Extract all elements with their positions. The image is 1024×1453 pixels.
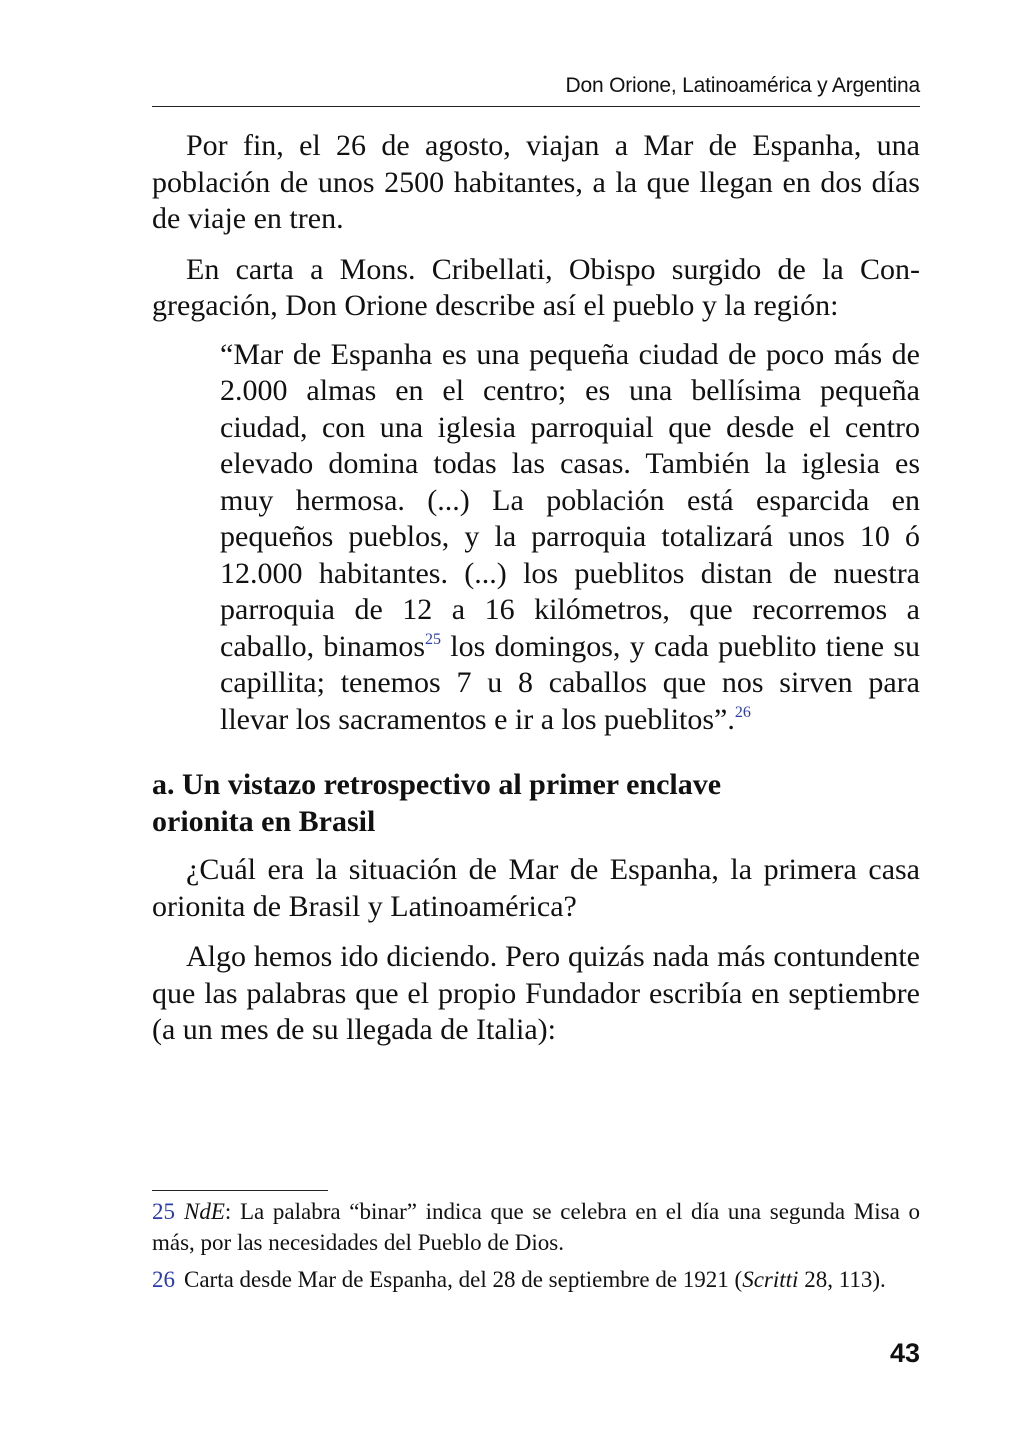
- footnote-italic-title: Scritti: [742, 1267, 799, 1292]
- footnote-label: NdE: [184, 1199, 225, 1224]
- footnote-number: 26: [152, 1267, 175, 1292]
- paragraph-1: Por fin, el 26 de agosto, viajan a Mar de Espanha, una población de unos 2500 habitantes, a la que llegan en dos días de viaje en tren.: [152, 129, 920, 235]
- footnote-ref-26[interactable]: 26: [734, 703, 751, 721]
- footnote-25: [152, 1196, 920, 1258]
- block-quote: [220, 337, 920, 739]
- page-number: 43: [889, 1338, 920, 1368]
- running-header: Don Orione, Latinoamérica y Argentina: [565, 74, 920, 97]
- footnote-rule: [152, 1190, 328, 1191]
- footnote-number: 25: [152, 1199, 175, 1224]
- footnotes: [152, 1196, 920, 1301]
- paragraph-2: En carta a Mons. Cribellati, Obispo surgido de la Congregación, Don Orione describe así el pueblo y la región:: [152, 252, 920, 322]
- quote-text-part-2: los domingos, y cada pueblito tiene su capillita; tenemos 7 u 8 caballos que nos sirven para llevar los sacramentos e ir a los pueblitos”.: [220, 629, 920, 736]
- section-heading-line-2: orionita en Brasil: [152, 805, 376, 838]
- footnote-text: : La palabra “binar” indica que se celebra en el día una segunda Misa o más, por las necesidades del Pueblo de Dios.: [152, 1199, 920, 1255]
- footnote-text-after: 28, 113).: [798, 1267, 886, 1292]
- footnote-26: [152, 1264, 920, 1295]
- footnote-text-before: Carta desde Mar de Espanha, del 28 de septiembre de 1921 (: [184, 1267, 743, 1292]
- header-rule: [152, 106, 920, 107]
- section-heading: [152, 766, 920, 840]
- footnote-ref-25[interactable]: 25: [425, 630, 442, 648]
- main-text: [152, 128, 920, 1049]
- paragraph-3: ¿Cuál era la situación de Mar de Espanha, la primera casa orionita de Brasil y Latinoamérica?: [152, 853, 920, 923]
- quote-text-part-1: “Mar de Espanha es una pequeña ciudad de poco más de 2.000 almas en el centro; es una bellísima pequeña ciudad, con una iglesia parroquial que desde el centro elevado domina todas las casas. También la iglesia es muy hermosa. (...) La población está esparcida en pequeños pueblos, y la parroquia totalizará unos 10 ó 12.000 habitantes. (...) los pueblitos distan de nuestra parroquia de 12 a 16 kilómetros, que recorremos a caballo, binamos: [220, 337, 920, 663]
- book-page: [152, 0, 920, 1453]
- section-heading-line-1: a. Un vistazo retrospectivo al primer enclave: [152, 768, 722, 801]
- paragraph-4: Algo hemos ido diciendo. Pero quizás nada más contundente que las palabras que el propio Fundador escribía en septiembre (a un mes de su llegada de Italia):: [152, 940, 920, 1046]
